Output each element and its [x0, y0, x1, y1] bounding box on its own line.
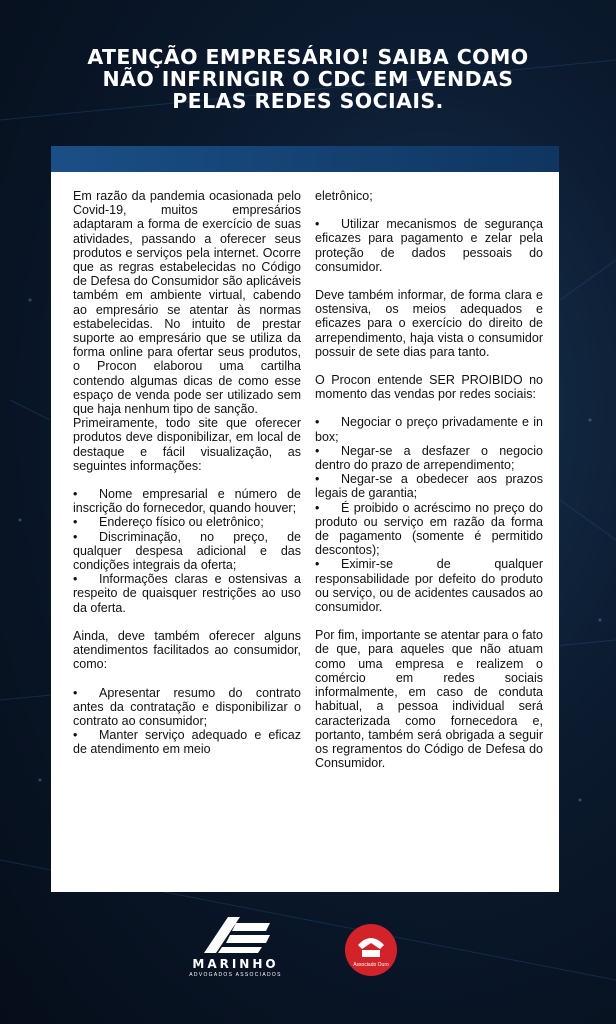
list-item: • Negar-se a obedecer aos prazos legais de garantia;: [315, 472, 543, 501]
also-paragraph: Ainda, deve também oferecer alguns atendimentos facilitados ao consumidor, como:: [73, 628, 301, 672]
content-card: [51, 146, 559, 892]
service-list: [73, 686, 301, 757]
list-item: • Utilizar mecanismos de segurança eficazes para pagamento e zelar pela proteção de dados pessoais do consumidor.: [315, 217, 543, 274]
info-list: [73, 487, 301, 615]
marinho-logo: [188, 915, 283, 985]
continuation-text: eletrônico;: [315, 189, 373, 203]
list-item: • Apresentar resumo do contrato antes da contratação e disponibilizar o contrato ao consumidor;: [73, 685, 301, 728]
list-item: • Eximir-se de qualquer responsabilidade por defeito do produto ou serviço, ou de acidentes causados ao consumidor.: [315, 557, 543, 615]
list-item: • Nome empresarial e número de inscrição do fornecedor, quando houver;: [73, 487, 301, 516]
headline: [30, 46, 586, 112]
footer-logos: [0, 915, 616, 1015]
associate-seal-icon: [344, 923, 398, 977]
marinho-subtitle: ADVOGADOS ASSOCIADOS: [189, 972, 282, 978]
list-item: • É proibido o acréscimo no preço do produto ou serviço em razão da forma de pagamento (somente é permitido descontos);: [315, 500, 543, 558]
list-item: • Endereço físico ou eletrônico;: [73, 515, 264, 530]
list-item: • Discriminação, no preço, de qualquer despesa adicional e das condições integrais da oferta;: [73, 529, 301, 573]
list-item: • Negociar o preço privadamente e in box;: [315, 415, 543, 444]
intro-paragraph: Em razão da pandemia ocasionada pelo Covid-19, muitos empresários adaptaram a forma de exercício de suas atividades, passando a oferecer seus produtos e serviços pela internet. Ocorre que as regras estabelecidas no Código de Defesa do Consumidor são aplicáveis também em ambiente virtual, cabendo ao empresário se atentar às normas estabelecidas. No intuito de prestar suporte ao empresário que se utiliza da forma online para ofertar seus produtos, o Procon elaborou uma cartilha contendo algumas dicas de como esse espaço de venda pode ser utilizado sem que haja nenhum tipo de sanção.: [73, 189, 301, 417]
article-columns: [73, 189, 543, 770]
marinho-mark-icon: [200, 915, 272, 955]
security-list: [315, 217, 543, 274]
marinho-name: MARINHO: [192, 957, 279, 971]
left-column: [73, 189, 301, 770]
inform-paragraph: Deve também informar, de forma clara e ostensiva, os meios adequados e eficazes para o exercício do direito de arrependimento, haja vista o consumidor possuir de sete dias para tanto.: [315, 288, 543, 359]
headline-line-3: PELAS REDES SOCIAIS.: [172, 89, 444, 113]
list-item: • Manter serviço adequado e eficaz de atendimento em meio: [73, 728, 301, 757]
prohibited-list: [315, 415, 543, 614]
headline-line-1: ATENÇÃO EMPRESÁRIO! SAIBA COMO: [87, 45, 529, 69]
list-item: • Negar-se a desfazer o negocio dentro do prazo de arrependimento;: [315, 443, 543, 473]
headline-line-2: NÃO INFRINGIR O CDC EM VENDAS: [102, 67, 514, 91]
closing-paragraph: Por fim, importante se atentar para o fato de que, para aqueles que não atuam como uma empresa e realizem o comércio em redes sociais informalmente, em caso de conduta habitual, a pessoa individual será caracterizada como fornecedora e, portanto, também será obrigada a seguir os regramentos do Código de Defesa do Consumidor.: [315, 628, 543, 771]
right-column: [315, 189, 543, 770]
seal-text: Associado Ouro: [353, 962, 389, 968]
card-header-band: [51, 146, 559, 172]
prohibited-intro: O Procon entende SER PROIBIDO no momento das vendas por redes sociais:: [315, 373, 543, 402]
list-item: • Informações claras e ostensivas a respeito de quaisquer restrições ao uso da oferta.: [73, 572, 301, 615]
first-paragraph: Primeiramente, todo site que oferecer produtos deve disponibilizar, em local de destaque e fácil visualização, as seguintes informações:: [73, 416, 301, 473]
